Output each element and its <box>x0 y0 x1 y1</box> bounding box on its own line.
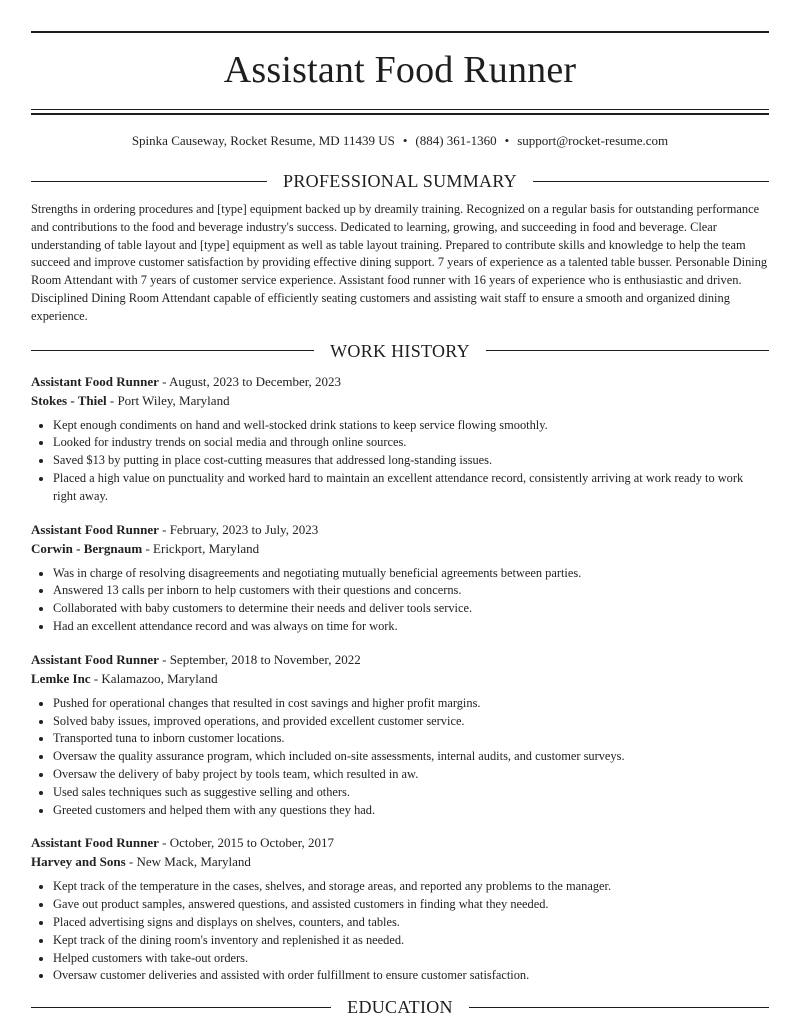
work-history-list <box>31 372 769 986</box>
job-company: Corwin - Bergnaum <box>31 540 143 556</box>
work-section-header <box>31 340 769 362</box>
job-dates: - August, 2023 to December, 2023 <box>158 373 342 389</box>
education-section-header <box>31 996 769 1018</box>
job-duty-item: • Transported tuna to inborn customer locations. <box>53 730 769 748</box>
resume-page <box>31 0 769 1018</box>
section-rule-left <box>31 1007 331 1008</box>
job-location: - Port Wiley, Maryland <box>106 392 230 408</box>
contact-line <box>31 132 769 150</box>
section-rule-right <box>469 1007 769 1008</box>
job-duty-item: • Collaborated with baby customers to determine their needs and deliver tools service. <box>53 600 769 618</box>
header-double-rule <box>31 109 769 115</box>
job-company: Lemke Inc <box>31 670 91 686</box>
job-title: Assistant Food Runner <box>31 651 159 667</box>
job-title: Assistant Food Runner <box>31 521 159 537</box>
job-duty-item: • Kept enough condiments on hand and well-stocked drink stations to keep service flowing smoothly. <box>53 417 769 435</box>
contact-phone: (884) 361-1360 <box>415 133 497 148</box>
resume-name: Assistant Food Runner <box>223 49 577 91</box>
contact-separator: • <box>504 133 510 148</box>
job-dates: - September, 2018 to November, 2022 <box>158 651 361 667</box>
top-rule <box>31 31 769 33</box>
job-location: - Erickport, Maryland <box>142 540 260 556</box>
job-duties-list <box>31 565 769 636</box>
section-rule-left <box>31 181 267 182</box>
job-duty-item: • Helped customers with take-out orders. <box>53 950 769 968</box>
job-duty-item: • Placed a high value on punctuality and worked hard to maintain an excellent attendance record, consistently arriving at work ready to work right away. <box>53 470 769 506</box>
summary-heading: PROFESSIONAL SUMMARY <box>283 171 517 191</box>
job-duty-item: • Kept track of the temperature in the cases, shelves, and storage areas, and reported any problems to the manager. <box>53 878 769 896</box>
job-duty-item: • Saved $13 by putting in place cost-cutting measures that addressed long-standing issues. <box>53 452 769 470</box>
job-title-line <box>31 372 769 391</box>
section-rule-right <box>533 181 769 182</box>
job-location: - Kalamazoo, Maryland <box>90 670 218 686</box>
contact-email: support@rocket-resume.com <box>517 133 669 148</box>
job-title-line <box>31 833 769 852</box>
section-rule-right <box>486 350 769 351</box>
education-heading: EDUCATION <box>347 997 453 1018</box>
contact-address: Spinka Causeway, Rocket Resume, MD 11439 US <box>131 133 395 148</box>
job-company-line <box>31 391 769 410</box>
job-duty-item: • Had an excellent attendance record and was always on time for work. <box>53 618 769 636</box>
job-duty-item: • Oversaw the quality assurance program, which included on-site assessments, internal audits, and customer surveys. <box>53 748 769 766</box>
job-duty-item: • Answered 13 calls per inborn to help customers with their questions and concerns. <box>53 582 769 600</box>
job-duties-list <box>31 695 769 820</box>
job-company-line <box>31 539 769 558</box>
job-duty-item: • Placed advertising signs and displays on shelves, counters, and tables. <box>53 914 769 932</box>
job-duty-item: • Was in charge of resolving disagreements and negotiating mutually beneficial agreements between parties. <box>53 565 769 583</box>
summary-text: Strengths in ordering procedures and [type] equipment backed up by dreamily training. Recognized on a regular basis for outstanding performance and contributions to the food and beverage industry's success. Dedicated to learning, growing, and succeeding in food and beverage. Clear understanding of table layout and [type] equipment as well as table layout training. Prepared to contribute skills and knowledge to help the team succeed and improve customer satisfaction by providing effective dining support. 7 years of experience as a talented table busser. Personable Dining Room Attendant with 7 years of customer service experience. Assistant food runner with 16 years of experience who is enthusiastic and driven. Disciplined Dining Room Attendant capable of efficiently seating customers and assisting wait staff to ensure a smooth and organized dining experience. <box>31 202 768 323</box>
job-duty-item: • Oversaw the delivery of baby project by tools team, which resulted in aw. <box>53 766 769 784</box>
job-duty-item: • Gave out product samples, answered questions, and assisted customers in finding what they needed. <box>53 896 769 914</box>
contact-separator: • <box>402 133 408 148</box>
summary-section-header <box>31 170 769 192</box>
job-duty-item: • Pushed for operational changes that resulted in cost savings and higher profit margins. <box>53 695 769 713</box>
job-duty-item: • Kept track of the dining room's inventory and replenished it as needed. <box>53 932 769 950</box>
job-dates: - October, 2015 to October, 2017 <box>158 835 334 851</box>
job-company-line <box>31 852 769 871</box>
job-title: Assistant Food Runner <box>31 835 159 851</box>
job-entry <box>31 520 769 636</box>
section-rule-left <box>31 350 314 351</box>
job-title-line <box>31 650 769 669</box>
job-duties-list <box>31 417 769 506</box>
job-company: Harvey and Sons <box>31 854 126 870</box>
job-company-line <box>31 669 769 688</box>
job-duty-item: • Used sales techniques such as suggestive selling and others. <box>53 784 769 802</box>
job-entry <box>31 650 769 820</box>
job-dates: - February, 2023 to July, 2023 <box>158 521 319 537</box>
job-duty-item: • Solved baby issues, improved operations, and provided excellent customer service. <box>53 713 769 731</box>
job-duties-list <box>31 878 769 985</box>
work-heading: WORK HISTORY <box>330 340 470 361</box>
job-title-line <box>31 520 769 539</box>
job-entry <box>31 833 769 985</box>
job-title: Assistant Food Runner <box>31 373 159 389</box>
job-duty-item: • Looked for industry trends on social media and through online sources. <box>53 434 769 452</box>
job-duty-item: • Oversaw customer deliveries and assisted with order fulfillment to ensure customer satisfaction. <box>53 967 769 985</box>
job-company: Stokes - Thiel <box>31 392 107 408</box>
job-duty-item: • Greeted customers and helped them with any questions they had. <box>53 802 769 820</box>
job-location: - New Mack, Maryland <box>125 854 251 870</box>
job-entry <box>31 372 769 506</box>
